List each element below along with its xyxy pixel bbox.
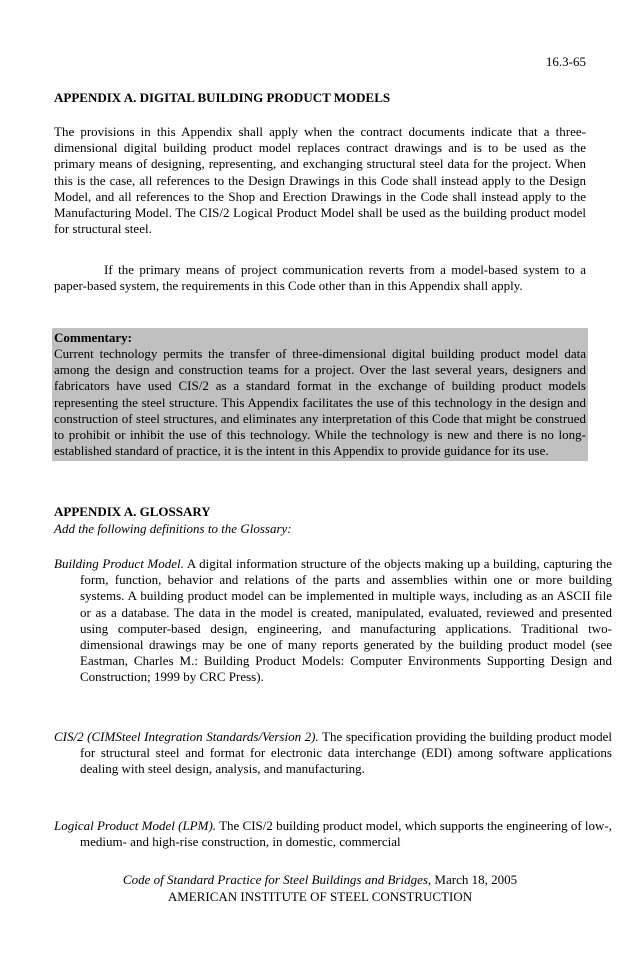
commentary-text: Current technology permits the transfer of three-dimensional digital building product model data among the design and construction teams for a project. Over the last several years, designers and fabricators have used CIS/2 as a standard format in the exchange of building product models representing the steel structure. This Appendix facilitates the use of this technology in the design and construction of steel structures, and eliminates any interpretation of this Code that might be construed to prohibit or inhibit the use of this technology. While the technology is new and there is no long-established standard of practice, it is the intent in this Appendix to provide guidance for its use. [54,346,586,459]
commentary-box [52,328,588,461]
definition-term: Logical Product Model (LPM). [54,818,217,833]
glossary-heading: APPENDIX A. GLOSSARY [54,504,211,519]
footer-code-title: Code of Standard Practice for Steel Buildings and Bridges [122,872,428,887]
definition-text: A digital information structure of the objects making up a building, capturing the form, function, behavior and relations of the parts and assemblies within one or more building systems. A building product model can be implemented in multiple ways, including as an ASCII file or as a database. The data in the model is created, manipulated, evaluated, reviewed and presented using computer-based design, engineering, and manufacturing applications. Traditional two-dimensional drawings may be one of many reports generated by the building product model (see Eastman, Charles M.: Building Product Models: Computer Environments Supporting Design and Construction; 1999 by CRC Press). [80,556,612,685]
glossary-subheading: Add the following definitions to the Glossary: [54,521,292,536]
footer-date: , March 18, 2005 [427,872,518,887]
commentary-title: Commentary: [54,330,132,345]
definition-text: The specification providing the building product model for structural steel and format for electronic data interchange (EDI) among software applications dealing with steel design, analysis, and manufacturing. [80,729,613,777]
footer-line-1 [54,871,586,888]
footer-publisher: AMERICAN INSTITUTE OF STEEL CONSTRUCTION [167,889,473,904]
intro-paragraph: The provisions in this Appendix shall apply when the contract documents indicate that a three-dimensional digital building product model replaces contract drawings and is to be used as the primary means of designing, representing, and exchanging structural steel data for the project. When this is the case, all references to the Design Drawings in this Code shall instead apply to the Design Model, and all references to the Shop and Erection Drawings in the Code shall instead apply to the Manufacturing Model. The CIS/2 Logical Product Model shall be used as the building product model for structural steel. [54,124,586,237]
definition-building-product-model [54,556,612,686]
page-number: 16.3-65 [545,54,586,69]
reversion-paragraph: If the primary means of project communication reverts from a model-based system to a paper-based system, the requirements in this Code other than in this Appendix shall apply. [54,262,586,294]
definition-term: Building Product Model. [54,556,184,571]
definition-cis2 [54,729,612,778]
appendix-heading: APPENDIX A. DIGITAL BUILDING PRODUCT MODELS [54,90,391,105]
page-footer [54,871,586,905]
definition-lpm [54,818,612,850]
definition-text: The CIS/2 building product model, which supports the engineering of low-, medium- and high-rise construction, in domestic, commercial [80,818,612,850]
definition-term: CIS/2 (CIMSteel Integration Standards/Version 2). [54,729,319,744]
